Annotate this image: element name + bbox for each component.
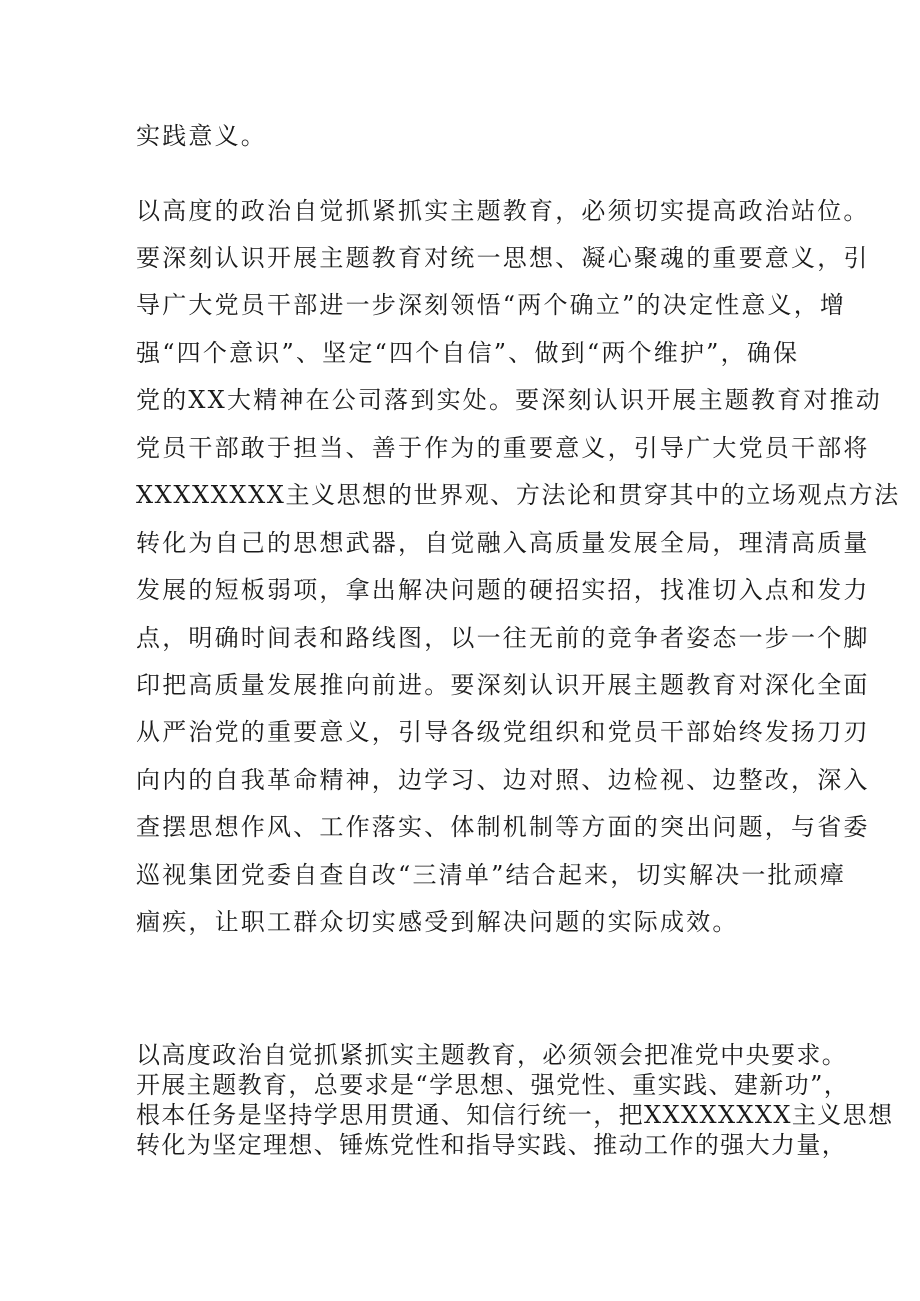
text-line: 强“四个意识”、坚定“四个自信”、做到“两个维护”，确保 [136, 339, 800, 367]
text-line: 转化为自己的思想武器，自觉融入高质量发展全局，理清高质量 [136, 529, 870, 557]
text-line: 党员干部敢于担当、善于作为的重要意义，引导广大党员干部将 [136, 434, 870, 462]
text-line: 点，明确时间表和路线图，以一往无前的竞争者姿态一步一个脚 [136, 624, 870, 652]
text-line: 根本任务是坚持学思用贯通、知信行统一，把XXXXXXXX主义思想 [136, 1101, 894, 1129]
text-line: 巡视集团党委自查自改“三清单”结合起来，切实解决一批顽瘴 [136, 861, 847, 889]
text-line: 党的XX大精神在公司落到实处。要深刻认识开展主题教育对推动 [136, 386, 882, 414]
text-line: 从严治党的重要意义，引导各级党组织和党员干部始终发扬刀刃 [136, 718, 870, 746]
text-line: 要深刻认识开展主题教育对统一思想、凝心聚魂的重要意义，引 [136, 244, 870, 272]
text-line: 向内的自我革命精神，边学习、边对照、边检视、边整改，深入 [136, 766, 870, 794]
text-line: 以高度政治自觉抓紧抓实主题教育，必须领会把准党中央要求。 [136, 1041, 848, 1069]
text-line: 痼疾，让职工群众切实感受到解决问题的实际成效。 [136, 908, 739, 936]
text-line: 发展的短板弱项，拿出解决问题的硬招实招，找准切入点和发力 [136, 576, 870, 604]
text-line: 查摆思想作风、工作落实、体制机制等方面的突出问题，与省委 [136, 813, 870, 841]
text-line: 印把高质量发展推向前进。要深刻认识开展主题教育对深化全面 [136, 671, 870, 699]
text-line: XXXXXXXX主义思想的世界观、方法论和贯穿其中的立场观点方法 [136, 481, 900, 509]
text-line: 导广大党员干部进一步深刻领悟“两个确立”的决定性意义，增 [136, 291, 847, 319]
text-line: 转化为坚定理想、锤炼党性和指导实践、推动工作的强大力量， [136, 1131, 848, 1159]
text-line: 开展主题教育，总要求是“学思想、强党性、重实践、建新功”， [136, 1071, 850, 1099]
text-line: 实践意义。 [136, 122, 267, 150]
text-line: 以高度的政治自觉抓紧抓实主题教育，必须切实提高政治站位。 [136, 197, 870, 225]
